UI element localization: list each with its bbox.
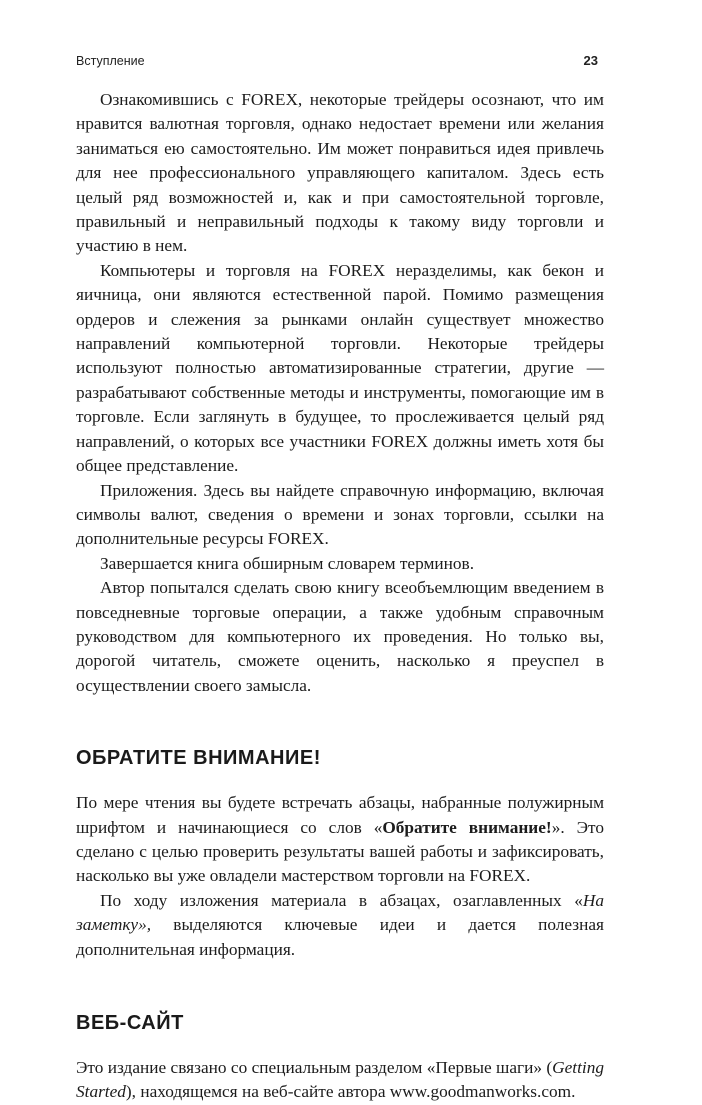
- text-run: По мере чтения вы будете встречать абзацы, набранные полужирным шрифтом и начинающиеся со слов «: [76, 793, 604, 837]
- italic-phrase: Getting Started: [76, 1058, 604, 1102]
- heading-attention: ОБРАТИТЕ ВНИМАНИЕ!: [76, 747, 321, 770]
- paragraph-appendices: Приложения. Здесь вы найдете справочную информацию, включая символы валют, сведения о времени и зонах торговли, ссылки на дополнительные ресурсы FOREX.: [76, 480, 604, 549]
- paragraph-side-notes: [76, 889, 604, 962]
- paragraph-website: [76, 1056, 604, 1105]
- page-body: [76, 88, 604, 1105]
- running-head: [76, 53, 598, 68]
- text-run: ), находящемся на веб-сайте автора www.goodmanworks.com.: [125, 1082, 576, 1102]
- text-run: Это издание связано со специальным разделом «Первые шаги» (: [76, 1058, 553, 1077]
- text-run: ». Это сделано с целью проверить результаты вашей работы и зафиксировать, насколько вы уже овладели мастерством торговли на FOREX.: [76, 817, 604, 886]
- text-run: выделяются ключевые идеи и дается полезная дополнительная информация.: [76, 915, 604, 959]
- paragraph-attention-notes: [76, 791, 604, 889]
- paragraph-managed-accounts: Ознакомившись с FOREX, некоторые трейдеры осознают, что им нравится валютная торговля, однако недостает времени или желания заниматься ею самостоятельно. Им может понравиться идея привлечь для нее профессионального управляющего капиталом. Здесь есть целый ряд возможностей и, как и при самостоятельной торговле, правильный и неправильный подходы к такому виду торговли и участию в нем.: [76, 90, 604, 256]
- italic-phrase: На заметку»,: [76, 890, 604, 935]
- paragraph-glossary: Завершается книга обширным словарем терминов.: [100, 553, 475, 573]
- section-title: Вступление: [76, 54, 145, 68]
- page-number: 23: [583, 53, 598, 68]
- paragraph-author-goal: Автор попытался сделать свою книгу всеобъемлющим введением в повседневные торговые операции, а также удобным справочным руководством для компьютерного их проведения. Но только вы, дорогой читатель, сможете оценить, насколько я преуспел в осуществлении своего замысла.: [76, 578, 604, 695]
- paragraph-computer-trading: Компьютеры и торговля на FOREX неразделимы, как бекон и яичница, они являются естественной парой. Помимо размещения ордеров и слежения за рынками онлайн существует множество направлений компьютерной торговли. Некоторые трейдеры используют полностью автоматизированные стратегии, другие — разрабатывают собственные методы и инструменты, помогающие им в торговле. Если заглянуть в будущее, то прослеживается целый ряд направлений, о которых все участники FOREX должны иметь хотя бы общее представление.: [76, 260, 604, 476]
- text-run: По ходу изложения материала в абзацах, озаглавленных «: [100, 890, 583, 910]
- heading-website: ВЕБ-САЙТ: [76, 1012, 184, 1034]
- bold-phrase: Обратите внимание!: [382, 817, 552, 837]
